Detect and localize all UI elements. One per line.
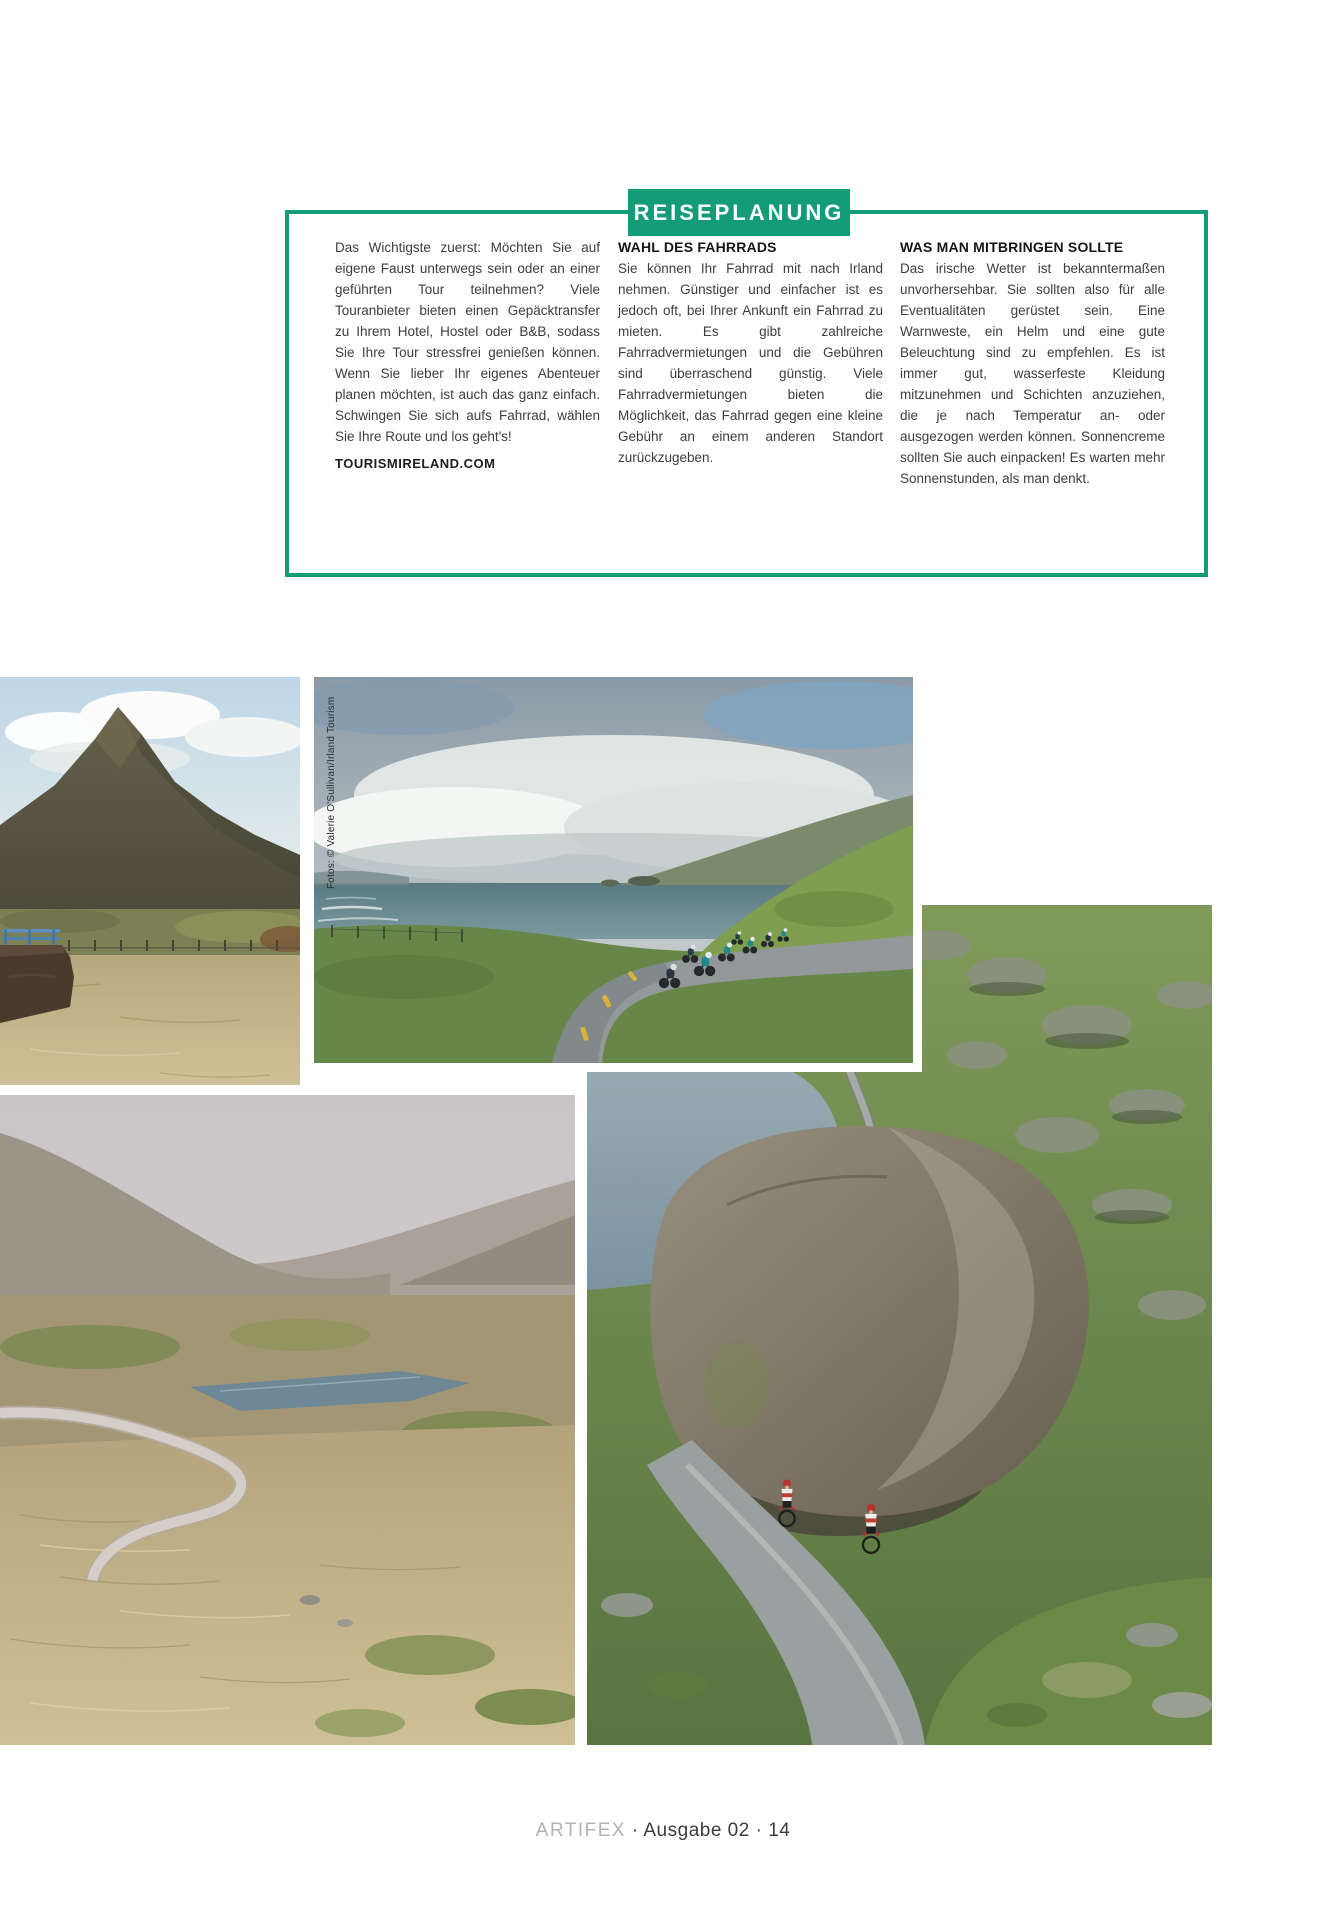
photo-credit: Fotos: © Valerie O'Sullivan/Irland Tourism [326,696,337,889]
page-footer [0,1820,1326,1842]
moorland-valley-illustration [0,1095,575,1745]
coastal-cycling-photo [314,677,922,1072]
packing-paragraph: Das irische Wetter ist bekanntermaßen unvorhersehbar. Sie sollten also für alle Eventualitäten gerüstet sein. Eine Warnweste, ein Helm und eine gute Beleuchtung sind zu empfehlen. Es ist immer gut, wasserfeste Kleidung mitzunehmen und Schichten anzuziehen, die je nach Temperatur an- oder ausgezogen werden können. Sonnencreme sollten Sie auch einpacken! Es warten mehr Sonnenstunden, als man denkt. [900,261,1165,486]
intro-paragraph: Das Wichtigste zuerst: Möchten Sie auf eigene Faust unterwegs sein oder an einer geführten Tour teilnehmen? Viele Touranbieter bieten einen Gepäcktransfer zu Ihrem Hotel, Hostel oder B&B, sodass Sie Ihre Tour stressfrei genießen können. Wenn Sie lieber Ihr eigenes Abenteuer planen möchten, ist auch das ganz einfach. Schwingen Sie sich aufs Fahrrad, wählen Sie Ihre Route und los geht's! [335,240,600,444]
bike-choice-heading: WAHL DES FAHRRADS [618,239,777,255]
packing-heading: WAS MAN MITBRINGEN SOLLTE [900,239,1124,255]
infobox-column-bike-choice [618,237,883,468]
infobox-column-intro [335,237,600,474]
mountain-bridge-illustration [0,677,300,1085]
moorland-valley-photo [0,1095,575,1745]
bike-choice-paragraph: Sie können Ihr Fahrrad mit nach Irland nehmen. Günstiger und einfacher ist es jedoch oft, bei Ihrer Ankunft ein Fahrrad zu mieten. Es gibt zahlreiche Fahrradvermietungen und die Gebühren sind überraschend günstig. Viele Fahrradvermietungen bieten die Möglichkeit, das Fahrrad gegen eine kleine Gebühr an einem anderen Standort zurückzugeben. [618,261,883,465]
section-badge-label: REISEPLANUNG [633,199,845,225]
magazine-name: ARTIFEX [535,1820,627,1841]
section-badge [628,189,850,236]
infobox-column-packing [900,237,1165,489]
mountains [0,1095,575,1330]
issue-and-page-number: · Ausgabe 02 · 14 [631,1820,791,1841]
coastal-cycling-illustration [314,677,913,1063]
mountain-bridge-photo [0,677,300,1085]
tourism-ireland-link[interactable]: TOURISMIRELAND.COM [335,456,496,471]
